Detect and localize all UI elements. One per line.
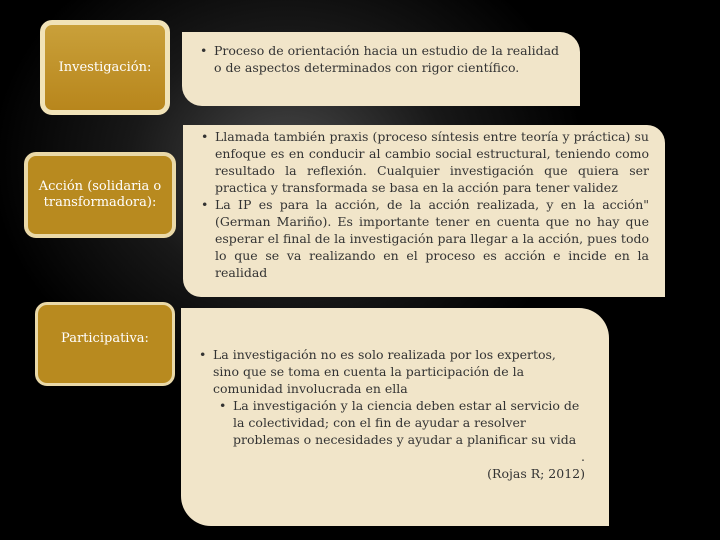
- bullet-marker: •: [201, 129, 209, 144]
- bullet-marker: •: [201, 197, 209, 212]
- content2-bullet-2: La IP es para la acción, de la acción realizada, y en la acción" (German Mariño). Es importante tener en cuenta que no hay que esperar el final de la investigación para llegar a la acción, pues todo lo que se va realizando en el proceso es acción e incide en la realidad: [215, 197, 649, 280]
- content1-bullet-row: [200, 42, 566, 76]
- accion-content: [183, 125, 665, 297]
- content3-bullet-2: La investigación y la ciencia deben estar al servicio de la colectividad; con el fin de ayudar a resolver problemas o necesidades y ayudar a planificar su vida: [233, 398, 580, 447]
- content2-bullet-row-2: [201, 196, 649, 281]
- content3-bullet-row-1: [199, 346, 585, 397]
- content1-text: Proceso de orientación hacia un estudio de la realidad o de aspectos determinados con rigor científico.: [214, 43, 560, 75]
- content2-bullet-row-1: [201, 128, 649, 196]
- investigacion-label-box: [40, 20, 170, 115]
- accion-label-box: [24, 152, 176, 238]
- content3-bullet-row-2: [199, 397, 585, 448]
- participativa-label: Participativa:: [61, 331, 149, 346]
- citation: (Rojas R; 2012): [487, 466, 585, 481]
- participativa-label-box: [35, 302, 175, 386]
- content2-bullet-1: Llamada también praxis (proceso síntesis entre teoría y práctica) su enfoque es en conducir al cambio social estructural, teniendo como resultado la reflexión. Cualquier investigación que quiera ser practica y transformada se basa en la acción para tener validez: [215, 129, 649, 195]
- content3-period: .: [581, 449, 585, 464]
- bullet-marker: •: [200, 43, 208, 58]
- accion-label: Acción (solidaria o transformadora):: [38, 179, 162, 210]
- bullet-marker: •: [219, 398, 227, 413]
- content3-bullet-1: La investigación no es solo realizada por los expertos, sino que se toma en cuenta la participación de la comunidad involucrada en ella: [213, 347, 556, 396]
- participativa-content: [181, 308, 609, 526]
- investigacion-content: [182, 32, 580, 106]
- bullet-marker: •: [199, 347, 207, 362]
- investigacion-label: Investigación:: [58, 59, 152, 75]
